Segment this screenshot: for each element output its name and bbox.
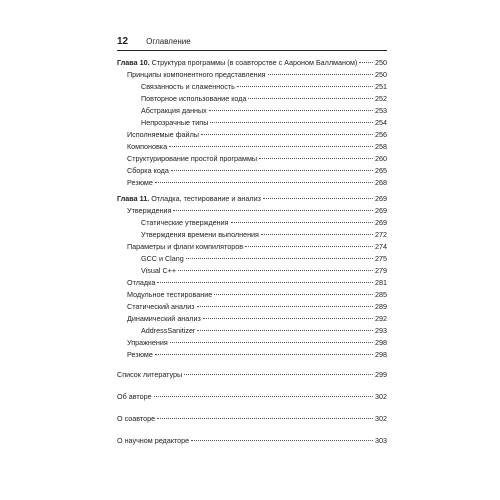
- toc-page-number: 254: [375, 118, 387, 127]
- toc-page-number: 298: [375, 350, 387, 359]
- toc-entry: [117, 58, 387, 68]
- toc-entry-title: [117, 194, 261, 204]
- toc-page-number: 258: [375, 142, 387, 151]
- toc-leader-dots: [178, 270, 373, 271]
- toc-entry: [127, 338, 387, 348]
- toc-entry: [141, 218, 387, 228]
- toc-entry-title: [127, 166, 169, 176]
- toc-entry-title: [141, 118, 208, 128]
- toc-leader-dots: [169, 146, 373, 147]
- running-header-title: Оглавление: [146, 37, 191, 46]
- toc-leader-dots: [237, 86, 373, 87]
- toc-entry-title: [127, 206, 171, 216]
- toc-leader-dots: [155, 182, 373, 183]
- toc-page-number: 299: [375, 370, 387, 379]
- toc-page-number: 256: [375, 130, 387, 139]
- toc-entry-text: О соавторе: [117, 414, 156, 423]
- toc-entry-title: [141, 94, 246, 104]
- toc-entry-title: [117, 414, 155, 424]
- toc-entry-text: Утверждения времени выполнения: [141, 230, 259, 239]
- toc-entry-text: Статические утверждения: [141, 218, 229, 227]
- toc-page-number: 251: [375, 82, 387, 91]
- toc-entry: [127, 242, 387, 252]
- toc-entry-text: Параметры и флаги компиляторов: [127, 242, 244, 251]
- page-header: [117, 33, 387, 51]
- toc-page-number: 275: [375, 254, 387, 263]
- toc-entry-title: [127, 314, 201, 324]
- toc-entry: [127, 278, 387, 288]
- toc-page-number: 272: [375, 230, 387, 239]
- toc-entry: [127, 130, 387, 140]
- toc-entry: [127, 350, 387, 360]
- toc-entry: [117, 414, 387, 424]
- toc-entry: [127, 154, 387, 164]
- toc-leader-dots: [210, 122, 373, 123]
- toc-page-number: 269: [375, 194, 387, 203]
- toc-entry-title: [141, 254, 184, 264]
- toc-entry-title: [127, 278, 155, 288]
- toc-entry-title: [117, 58, 357, 68]
- toc-entry-text: О научном редакторе: [117, 436, 190, 445]
- toc-leader-dots: [201, 134, 373, 135]
- toc-chapter-number: Глава 11.: [117, 194, 150, 203]
- toc-leader-dots: [173, 210, 373, 211]
- toc-page-number: 302: [375, 392, 387, 401]
- toc-leader-dots: [245, 246, 373, 247]
- toc-entry-title: [141, 266, 176, 276]
- toc-leader-dots: [197, 330, 373, 331]
- toc-page-number: 303: [375, 436, 387, 445]
- toc-entry-title: [141, 326, 195, 336]
- toc-entry: [141, 94, 387, 104]
- toc-entry: [127, 166, 387, 176]
- toc-entry: [117, 194, 387, 204]
- toc-leader-dots: [157, 282, 373, 283]
- toc-entry-title: [127, 290, 212, 300]
- toc-entry-text: Об авторе: [117, 392, 152, 401]
- toc-entry-title: [127, 178, 153, 188]
- toc-entry-title: [127, 350, 153, 360]
- toc-entry: [127, 314, 387, 324]
- toc-entry: [141, 230, 387, 240]
- toc-entry-text: Структурирование простой программы: [127, 154, 258, 163]
- toc-page-number: 269: [375, 218, 387, 227]
- toc-entry-title: [117, 436, 189, 446]
- toc-page-number: 265: [375, 166, 387, 175]
- toc-entry-text: Принципы компонентного представления: [127, 70, 266, 79]
- toc-page-number: 298: [375, 338, 387, 347]
- toc-entry: [127, 290, 387, 300]
- toc-entry: [127, 302, 387, 312]
- toc-entry: [141, 266, 387, 276]
- toc-leader-dots: [155, 354, 373, 355]
- toc-entry-title: [141, 218, 229, 228]
- toc-entry: [127, 206, 387, 216]
- toc-page-number: 250: [375, 70, 387, 79]
- toc-leader-dots: [231, 222, 373, 223]
- toc-page-number: 274: [375, 242, 387, 251]
- toc-entry-text: Отладка, тестирование и анализ: [149, 194, 261, 203]
- toc-entry-title: [141, 106, 207, 116]
- toc-entry-title: [127, 70, 266, 80]
- toc-entry: [141, 326, 387, 336]
- toc-entry: [141, 82, 387, 92]
- toc-entry-text: Отладка: [127, 278, 156, 287]
- toc-page-number: 289: [375, 302, 387, 311]
- toc-entry-text: Упражнения: [127, 338, 168, 347]
- toc-entry-text: AddressSanitizer: [141, 326, 196, 335]
- toc-entry-text: Резюме: [127, 178, 153, 187]
- toc-leader-dots: [261, 234, 373, 235]
- toc-page-number: 302: [375, 414, 387, 423]
- toc-leader-dots: [203, 318, 373, 319]
- toc-entry-text: Связанность и слаженность: [141, 82, 235, 91]
- toc-entry-text: Абстракция данных: [141, 106, 207, 115]
- toc-entry: [141, 118, 387, 128]
- toc-page-number: 285: [375, 290, 387, 299]
- toc-entry-title: [127, 242, 243, 252]
- toc-leader-dots: [268, 74, 374, 75]
- toc-entry: [127, 178, 387, 188]
- toc-entry: [141, 106, 387, 116]
- toc-entry: [127, 142, 387, 152]
- toc-entry-title: [141, 82, 235, 92]
- toc-leader-dots: [184, 374, 373, 375]
- toc-entry-text: Сборка кода: [127, 166, 169, 175]
- toc-leader-dots: [197, 306, 373, 307]
- toc-leader-dots: [248, 98, 373, 99]
- toc-leader-dots: [171, 170, 373, 171]
- toc-entry-text: Статический анализ: [127, 302, 195, 311]
- toc-entry-text: Утверждения: [127, 206, 172, 215]
- toc-page-number: 279: [375, 266, 387, 275]
- toc-entry: [127, 70, 387, 80]
- page-number: 12: [117, 36, 129, 47]
- toc-entry-title: [127, 302, 195, 312]
- toc-entry: [117, 392, 387, 402]
- toc-entry-text: Резюме: [127, 350, 153, 359]
- toc-page-number: 268: [375, 178, 387, 187]
- toc-leader-dots: [170, 342, 373, 343]
- toc-entry-text: Повторное использование кода: [141, 94, 247, 103]
- toc-entry-text: Visual C++: [141, 266, 177, 275]
- toc-entry-title: [127, 130, 199, 140]
- toc-entry-title: [117, 392, 152, 402]
- toc-page-number: 269: [375, 206, 387, 215]
- toc-leader-dots: [191, 440, 373, 441]
- toc-entry-text: Непрозрачные типы: [141, 118, 209, 127]
- toc-leader-dots: [154, 396, 373, 397]
- toc-entry-title: [141, 230, 259, 240]
- toc-leader-dots: [359, 62, 373, 63]
- toc-entry-text: Структура программы (в соавторстве с Аароном Баллманом): [149, 58, 358, 67]
- toc-entry-title: [127, 338, 168, 348]
- toc-entry-title: [127, 154, 257, 164]
- toc-page-number: 253: [375, 106, 387, 115]
- toc-entry-title: [127, 142, 167, 152]
- toc-entry-title: [117, 370, 182, 380]
- toc-entry-text: Список литературы: [117, 370, 183, 379]
- toc-entry: [141, 254, 387, 264]
- toc-entry: [117, 370, 387, 380]
- toc-entry-text: GCC и Clang: [141, 254, 184, 263]
- toc-page-number: 293: [375, 326, 387, 335]
- toc-entry-text: Компоновка: [127, 142, 168, 151]
- toc-chapter-number: Глава 10.: [117, 58, 150, 67]
- toc-leader-dots: [263, 198, 373, 199]
- toc-page-number: 250: [375, 58, 387, 67]
- toc-entry: [117, 436, 387, 446]
- toc-entry-text: Модульное тестирование: [127, 290, 213, 299]
- toc-page-number: 260: [375, 154, 387, 163]
- toc-page-number: 292: [375, 314, 387, 323]
- toc-leader-dots: [186, 258, 373, 259]
- toc-entry-text: Исполняемые файлы: [127, 130, 199, 139]
- toc-leader-dots: [214, 294, 373, 295]
- toc-leader-dots: [157, 418, 373, 419]
- toc-leader-dots: [209, 110, 373, 111]
- toc-page-number: 252: [375, 94, 387, 103]
- toc-page-number: 281: [375, 278, 387, 287]
- toc-entry-text: Динамический анализ: [127, 314, 201, 323]
- toc-leader-dots: [259, 158, 373, 159]
